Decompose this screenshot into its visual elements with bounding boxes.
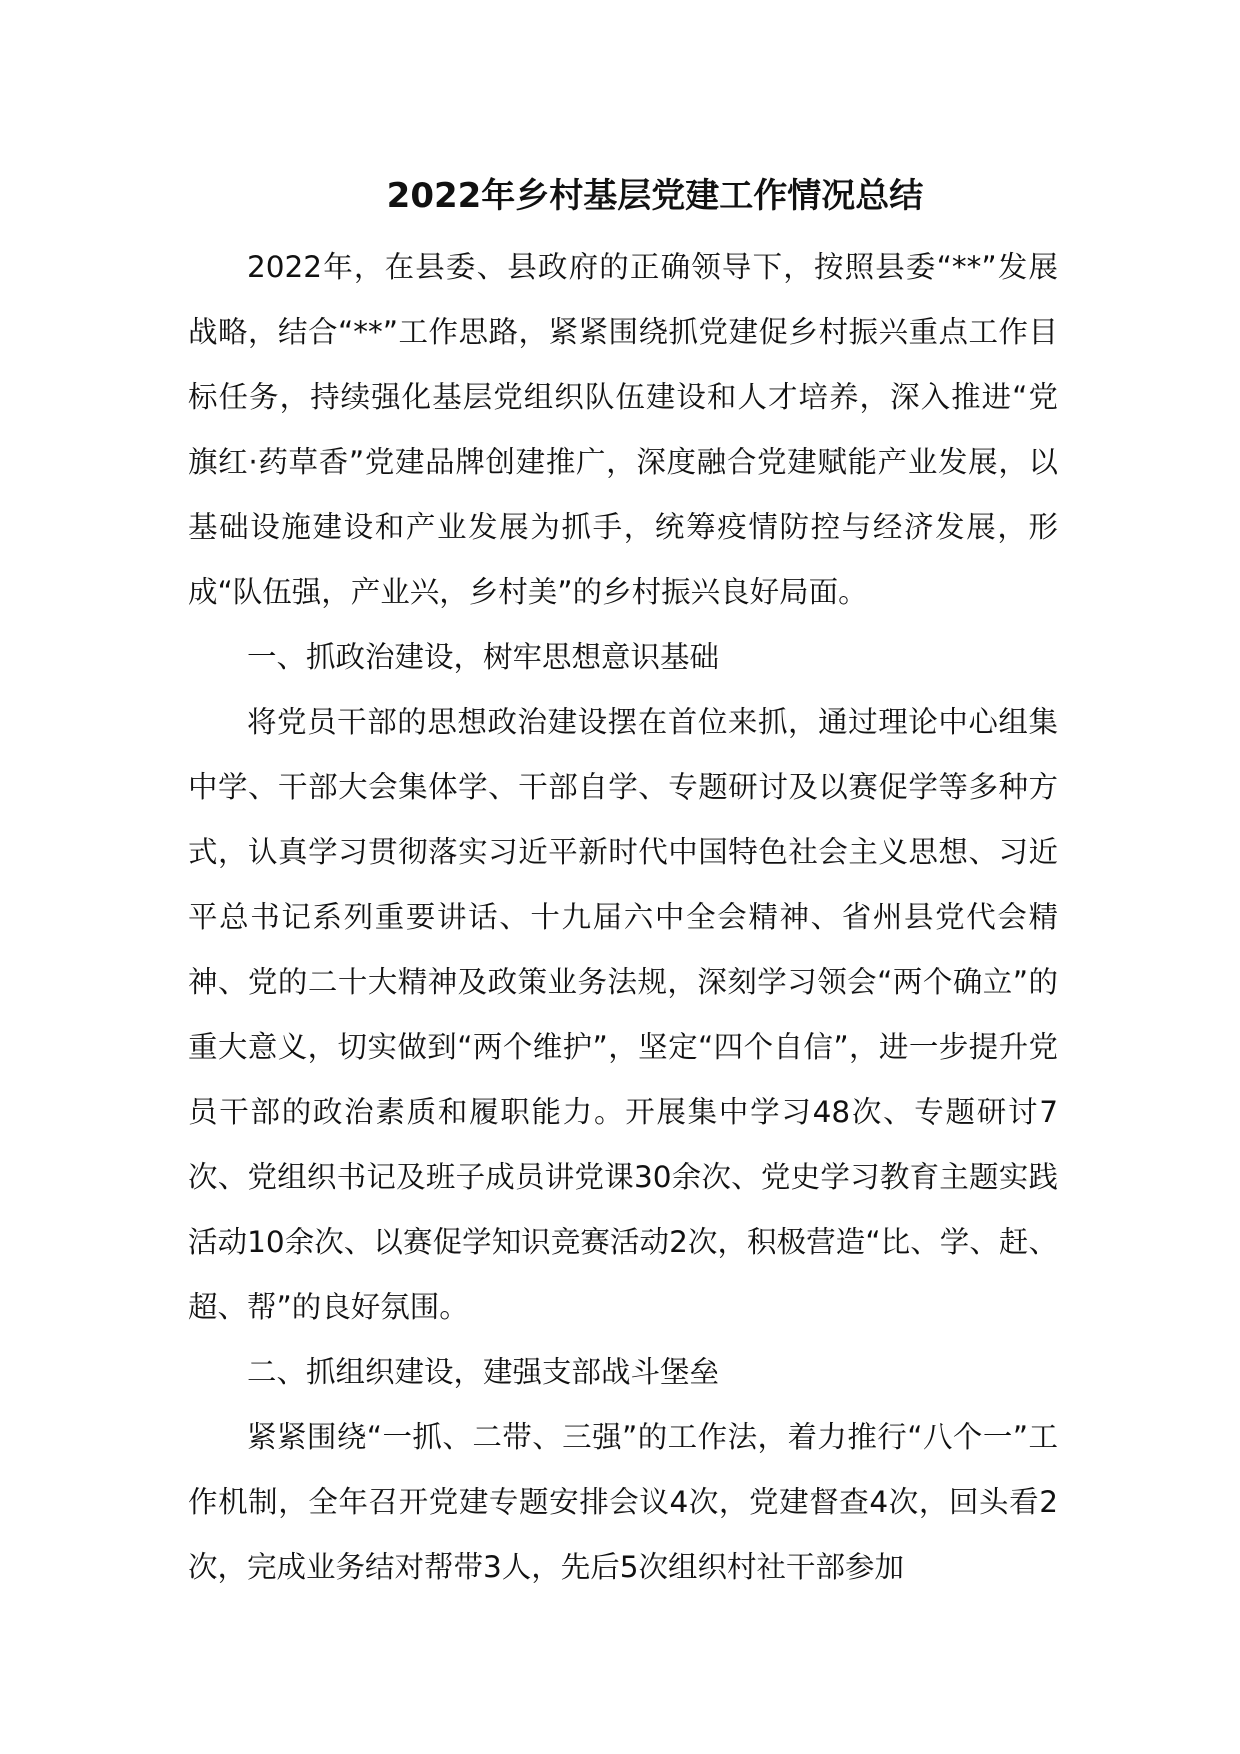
section-heading-2: 二、抓组织建设，建强支部战斗堡垒 bbox=[247, 1355, 720, 1389]
paragraph-organization-building: 紧紧围绕“一抓、二带、三强”的工作法，着力推行“八个一”工作机制，全年召开党建专题安排会议4次，党建督查4次，回头看2次，完成业务结对帮带3人，先后5次组织村社干部参加 bbox=[188, 1420, 1058, 1584]
document-body bbox=[188, 235, 1058, 1600]
document-title: 2022年乡村基层党建工作情况总结 bbox=[386, 176, 924, 216]
paragraph-political-building: 将党员干部的思想政治建设摆在首位来抓，通过理论中心组集中学、干部大会集体学、干部自学、专题研讨及以赛促学等多种方式，认真学习贯彻落实习近平新时代中国特色社会主义思想、习近平总书记系列重要讲话、十九届六中全会精神、省州县党代会精神、党的二十大精神及政策业务法规，深刻学习领会“两个确立”的重大意义，切实做到“两个维护”，坚定“四个自信”，进一步提升党员干部的政治素质和履职能力。开展集中学习48次、专题研讨7次、党组织书记及班子成员讲党课30余次、党史学习教育主题实践活动10余次、以赛促学知识竞赛活动2次，积极营造“比、学、赶、超、帮”的良好氛围。 bbox=[188, 705, 1058, 1324]
paragraph-intro: 2022年，在县委、县政府的正确领导下，按照县委“**”发展战略，结合“**”工作思路，紧紧围绕抓党建促乡村振兴重点工作目标任务，持续强化基层党组织队伍建设和人才培养，深入推进“党旗红·药草香”党建品牌创建推广，深度融合党建赋能产业发展，以基础设施建设和产业发展为抓手，统筹疫情防控与经济发展，形成“队伍强，产业兴，乡村美”的乡村振兴良好局面。 bbox=[188, 250, 1058, 609]
section-heading-1: 一、抓政治建设，树牢思想意识基础 bbox=[247, 640, 720, 674]
